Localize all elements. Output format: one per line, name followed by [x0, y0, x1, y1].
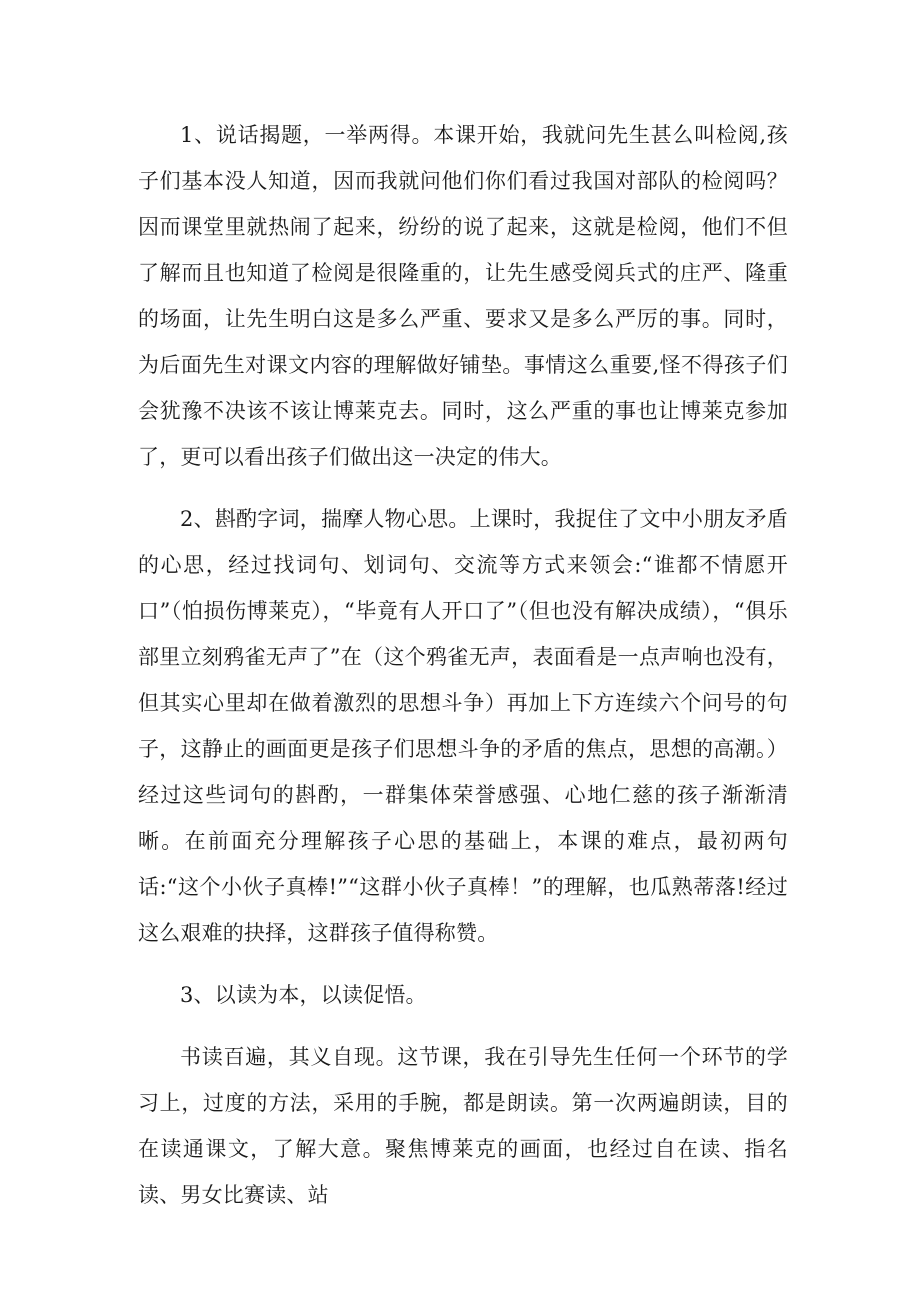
- document-body: [138, 112, 788, 1218]
- paragraph-2: 2、斟酌字词，揣摩人物心思。上课时，我捉住了文中小朋友矛盾的心思，经过找词句、划词句、交流等方式来领会:“谁都不情愿开口”（怕损伤博莱克），“毕竟有人开口了”（但也没有解决成绩），“俱乐部里立刻鸦雀无声了”在（这个鸦雀无声，表面看是一点声响也没有，但其实心里却在做着激烈的思想斗争）再加上下方连续六个问号的句子，这静止的画面更是孩子们思想斗争的矛盾的焦点，思想的高潮。）经过这些词句的斟酌，一群集体荣誉感强、心地仁慈的孩子渐渐清晰。在前面充分理解孩子心思的基础上，本课的难点，最初两句话:“这个小伙子真棒!”“这群小伙子真棒！”的理解，也瓜熟蒂落!经过这么艰难的抉择，这群孩子值得称赞。: [138, 507, 788, 945]
- paragraph-1: 1、说话揭题，一举两得。本课开始，我就问先生甚么叫检阅,孩子们基本没人知道，因而我就问他们你们看过我国对部队的检阅吗？因而课堂里就热闹了起来，纷纷的说了起来，这就是检阅，他们不但了解而且也知道了检阅是很隆重的，让先生感受阅兵式的庄严、隆重的场面，让先生明白这是多么严重、要求又是多么严厉的事。同时，为后面先生对课文内容的理解做好铺垫。事情这么重要,怪不得孩子们会犹豫不决该不该让博莱克去。同时，这么严重的事也让博莱克参加了，更可以看出孩子们做出这一决定的伟大。: [138, 123, 788, 469]
- section-heading-3: 3、以读为本，以读促悟。: [180, 983, 427, 1007]
- paragraph-4: 书读百遍，其义自现。这节课，我在引导先生任何一个环节的学习上，过度的方法，采用的手腕，都是朗读。第一次两遍朗读，目的在读通课文，了解大意。聚焦博莱克的画面，也经过自在读、指名读、男女比赛读、站: [138, 1045, 788, 1207]
